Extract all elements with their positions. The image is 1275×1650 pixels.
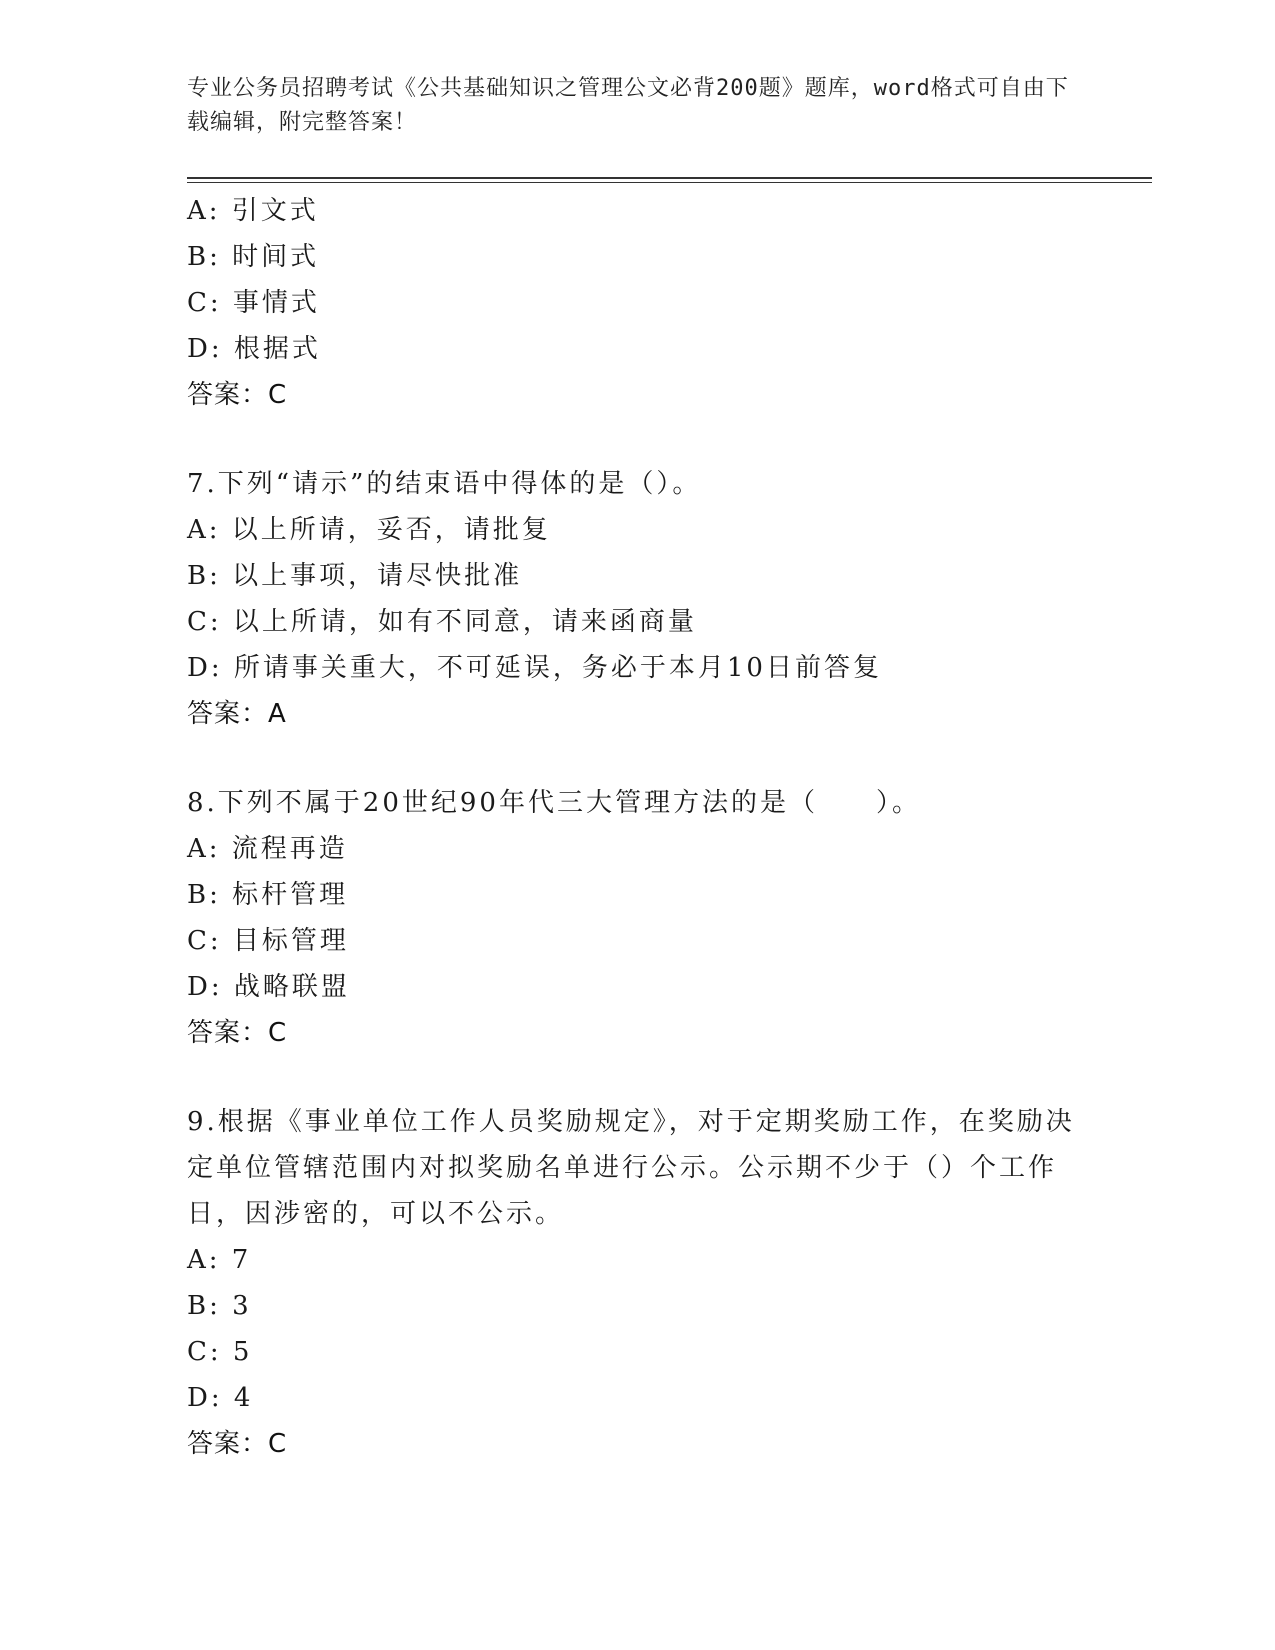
question-8-block xyxy=(187,780,1077,1056)
option-a: A: 流程再造 xyxy=(187,834,348,864)
question-7-block xyxy=(187,461,1077,737)
spacer xyxy=(187,418,1077,461)
question-6-block xyxy=(187,188,1077,418)
answer-line: 答案：A xyxy=(187,699,287,729)
option-b: B: 3 xyxy=(187,1291,252,1321)
option-d: D: 所请事关重大，不可延误，务必于本月10日前答复 xyxy=(187,653,882,683)
header-divider-thin xyxy=(187,182,1152,183)
option-b: B: 时间式 xyxy=(187,242,320,272)
option-b: B: 标杆管理 xyxy=(187,880,349,910)
answer-line: 答案：C xyxy=(187,1018,288,1048)
answer-line: 答案：C xyxy=(187,1429,288,1459)
question-content xyxy=(187,188,1077,1467)
question-9-block xyxy=(187,1099,1077,1467)
option-a: A: 以上所请，妥否，请批复 xyxy=(187,515,551,545)
option-d: D: 战略联盟 xyxy=(187,972,350,1002)
option-c: C: 以上所请，如有不同意，请来函商量 xyxy=(187,607,697,637)
question-stem: 9.根据《事业单位工作人员奖励规定》，对于定期奖励工作，在奖励决定单位管辖范围内对拟奖励名单进行公示。公示期不少于（）个工作日，因涉密的，可以不公示。 xyxy=(187,1107,1075,1229)
option-d: D: 根据式 xyxy=(187,334,321,364)
option-b: B: 以上事项，请尽快批准 xyxy=(187,561,523,591)
option-c: C: 目标管理 xyxy=(187,926,349,956)
option-c: C: 事情式 xyxy=(187,288,320,318)
option-a: A: 引文式 xyxy=(187,196,319,226)
question-stem: 8.下列不属于20世纪90年代三大管理方法的是（ ）。 xyxy=(187,788,921,818)
spacer xyxy=(187,1056,1077,1099)
document-header: 专业公务员招聘考试《公共基础知识之管理公文必背200题》题库，word格式可自由下载编辑，附完整答案！ xyxy=(187,76,1069,135)
question-stem: 7.下列“请示”的结束语中得体的是（）。 xyxy=(187,469,702,499)
option-c: C: 5 xyxy=(187,1337,253,1367)
option-d: D: 4 xyxy=(187,1383,254,1413)
header-divider-thick xyxy=(187,177,1152,179)
answer-line: 答案：C xyxy=(187,380,288,410)
option-a: A: 7 xyxy=(187,1245,252,1275)
spacer xyxy=(187,737,1077,780)
